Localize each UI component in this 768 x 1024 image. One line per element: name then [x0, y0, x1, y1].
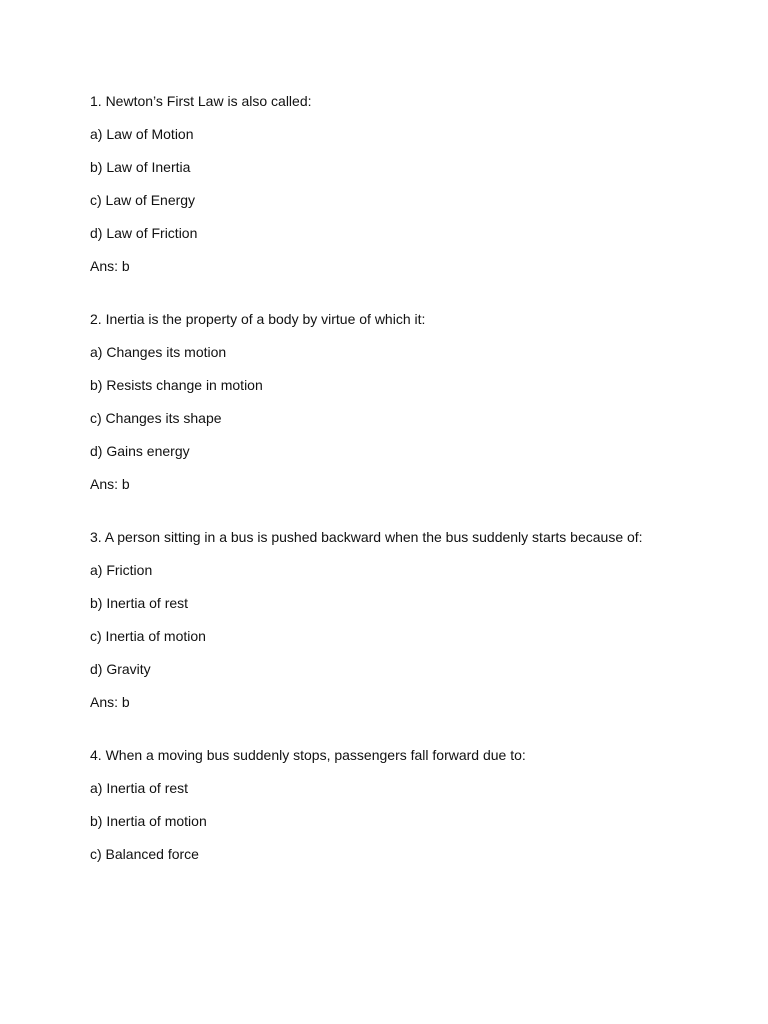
- option-c: c) Changes its shape: [90, 410, 222, 426]
- question-text: 4. When a moving bus suddenly stops, passengers fall forward due to:: [90, 747, 526, 763]
- question-block-4: [90, 745, 730, 864]
- answer-text: Ans: b: [90, 694, 130, 710]
- question-block-1: [90, 91, 730, 276]
- option-c: c) Law of Energy: [90, 192, 196, 208]
- option-c: c) Balanced force: [90, 846, 199, 862]
- question-list: [90, 91, 730, 897]
- question-text: 3. A person sitting in a bus is pushed backward when the bus suddenly starts because of:: [90, 529, 643, 545]
- option-b: b) Inertia of motion: [90, 813, 207, 829]
- option-a: a) Changes its motion: [90, 344, 227, 360]
- question-text: 2. Inertia is the property of a body by virtue of which it:: [90, 311, 426, 327]
- option-c: c) Inertia of motion: [90, 628, 206, 644]
- answer-text: Ans: b: [90, 258, 130, 274]
- option-a: a) Law of Motion: [90, 126, 194, 142]
- option-d: d) Law of Friction: [90, 225, 198, 241]
- option-b: b) Law of Inertia: [90, 159, 191, 175]
- question-block-2: [90, 309, 730, 494]
- answer-text: Ans: b: [90, 476, 130, 492]
- question-text: 1. Newton’s First Law is also called:: [90, 93, 312, 109]
- option-b: b) Inertia of rest: [90, 595, 189, 611]
- option-b: b) Resists change in motion: [90, 377, 263, 393]
- option-a: a) Inertia of rest: [90, 780, 189, 796]
- option-a: a) Friction: [90, 562, 153, 578]
- option-d: d) Gravity: [90, 661, 151, 677]
- option-d: d) Gains energy: [90, 443, 190, 459]
- question-block-3: [90, 527, 730, 712]
